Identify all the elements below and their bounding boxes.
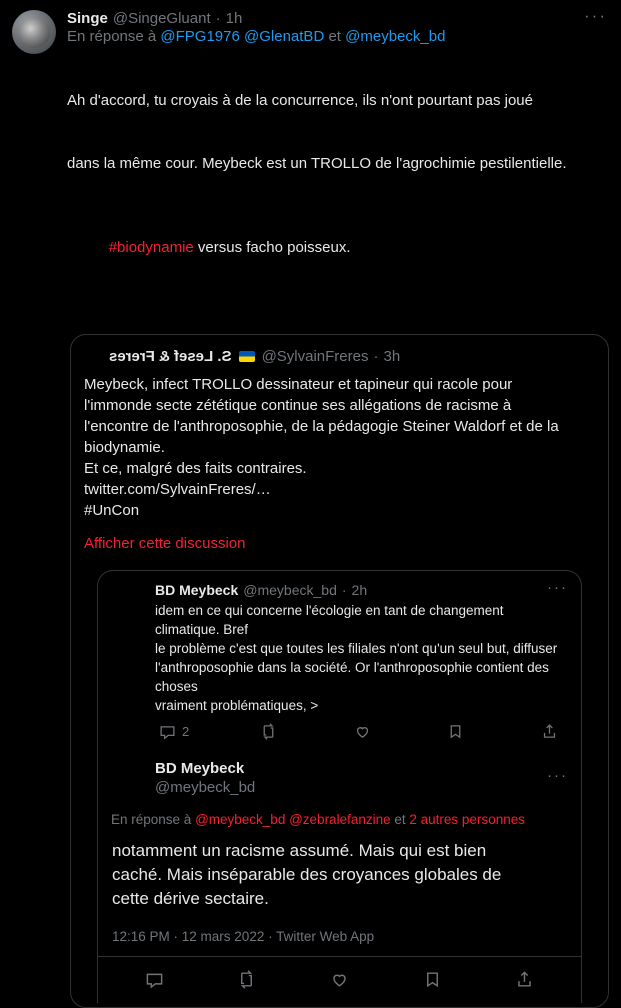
quoted-timestamp: 3h	[383, 347, 401, 365]
tweet-meta-timestamp: 12:16 PM · 12 mars 2022 · Twitter Web App	[112, 929, 375, 944]
mention-glenatbd[interactable]: @GlenatBD	[244, 28, 325, 45]
mention-meybeck-bd[interactable]: @meybeck_bd	[195, 812, 286, 827]
quoted-link[interactable]: twitter.com/SylvainFreres/…	[84, 481, 271, 498]
share-icon	[541, 723, 558, 740]
author-handle[interactable]: @SingeGluant	[112, 10, 211, 27]
avatar[interactable]	[111, 582, 145, 616]
big-line-3: cette dérive sectaire.	[112, 889, 269, 908]
quoted-line-4: biodynamie.	[84, 439, 165, 456]
nested-bottom-tweet	[98, 746, 581, 796]
more-options-button[interactable]: ···	[547, 766, 568, 784]
nested-line-4: vraiment problématiques, >	[155, 698, 319, 713]
tweet-text-line-2: dans la même cour. Meybeck est un TROLLO de l'agrochimie pestilentielle.	[67, 155, 567, 172]
nested-top-tweet	[98, 571, 581, 746]
heart-icon	[354, 723, 371, 740]
nested-bottom-author-name[interactable]: BD Meybeck	[155, 760, 245, 777]
tweet-text	[67, 48, 609, 321]
like-button[interactable]	[354, 723, 377, 740]
nested-bottom-action-bar	[98, 956, 581, 1003]
big-line-2: caché. Mais inséparable des croyances globales de	[112, 865, 502, 884]
quoted-line-5: Et ce, malgré des faits contraires.	[84, 460, 307, 477]
nested-tweet-card[interactable]	[97, 570, 582, 1003]
quoted-tweet-text	[84, 374, 595, 521]
show-thread-link[interactable]: Afficher cette discussion	[84, 535, 246, 552]
tweet-text-tail: versus facho poisseux.	[193, 239, 351, 256]
avatar[interactable]	[84, 346, 104, 366]
tweet-text-line-3	[67, 216, 609, 279]
nested-author-name[interactable]: BD Meybeck	[155, 582, 239, 598]
heart-icon	[330, 970, 349, 989]
reply-button[interactable]	[145, 970, 164, 989]
nested-bottom-author-handle[interactable]: @meybeck_bd	[155, 779, 256, 796]
nested-line-1: idem en ce qui concerne l'écologie en tant de changement climatique. Bref	[155, 603, 504, 637]
separator-dot: ·	[215, 10, 221, 27]
bookmark-icon	[447, 723, 464, 740]
separator-dot: ·	[373, 347, 379, 365]
other-people-link[interactable]: 2 autres personnes	[409, 812, 525, 827]
reply-icon	[145, 970, 164, 989]
retweet-icon	[260, 723, 277, 740]
quoted-hashtag-uncon[interactable]: #UnCon	[84, 502, 140, 519]
hashtag-biodynamie[interactable]: #biodynamie	[108, 239, 194, 256]
share-icon	[515, 970, 534, 989]
nested-line-3: l'anthroposophie dans la société. Or l'anthroposophie contient des choses	[155, 660, 549, 694]
share-button[interactable]	[541, 723, 564, 740]
nested-timestamp: 2h	[351, 582, 368, 598]
reply-prefix-label: En réponse à	[67, 28, 157, 45]
nested-line-2: le problème c'est que toutes les filiales n'ont qu'un seul but, diffuser	[155, 641, 558, 656]
nested-tweet-text	[155, 601, 568, 715]
big-line-1: notamment un racisme assumé. Mais qui est bien	[112, 841, 487, 860]
avatar[interactable]	[12, 10, 56, 54]
mention-meybeck-bd[interactable]: @meybeck_bd	[345, 28, 446, 45]
reply-icon	[159, 723, 176, 740]
reply-context	[67, 28, 609, 45]
bookmark-button[interactable]	[447, 723, 470, 740]
reply-prefix-label: En réponse à	[111, 812, 192, 827]
author-name[interactable]: Singe	[67, 10, 108, 27]
tweet-header	[67, 5, 609, 27]
more-options-button[interactable]: ···	[547, 578, 568, 596]
quoted-line-3: l'encontre de l'anthroposophie, de la pédagogie Steiner Waldorf et de la	[84, 418, 559, 435]
quoted-line-1: Meybeck, infect TROLLO dessinateur et tapineur qui racole pour	[84, 376, 513, 393]
reply-count: 2	[182, 724, 190, 739]
avatar[interactable]	[111, 760, 145, 794]
tweet-text-line-1: Ah d'accord, tu croyais à de la concurrence, ils n'ont pourtant pas joué	[67, 92, 533, 109]
quoted-line-2: l'immonde secte zététique continue ses allégations de racisme à	[84, 397, 512, 414]
ukraine-flag-icon	[239, 351, 255, 362]
mention-fpg1976[interactable]: @FPG1976	[160, 28, 240, 45]
reply-button[interactable]	[159, 723, 189, 740]
bookmark-icon	[423, 970, 442, 989]
retweet-button[interactable]	[237, 970, 256, 989]
separator-dot: ·	[341, 582, 347, 598]
reply-and-label: et	[328, 28, 341, 45]
retweet-icon	[237, 970, 256, 989]
like-button[interactable]	[330, 970, 349, 989]
nested-action-bar	[155, 715, 568, 746]
bookmark-button[interactable]	[423, 970, 442, 989]
timestamp[interactable]: 1h	[225, 10, 243, 27]
quoted-tweet-header	[84, 346, 595, 366]
nested-reply-context	[98, 812, 581, 827]
more-options-button[interactable]: ···	[584, 5, 607, 25]
quoted-author-name[interactable]: S. Lesef & Freres	[109, 347, 232, 365]
mention-zebralefanzine[interactable]: @zebralefanzine	[289, 812, 391, 827]
nested-author-handle[interactable]: @meybeck_bd	[243, 582, 337, 598]
reply-and-label: et	[394, 812, 406, 827]
main-tweet	[0, 0, 621, 321]
retweet-button[interactable]	[260, 723, 283, 740]
share-button[interactable]	[515, 970, 534, 989]
quoted-author-handle[interactable]: @SylvainFreres	[261, 347, 369, 365]
nested-bottom-text	[98, 839, 581, 911]
quoted-tweet-card[interactable]	[70, 334, 609, 1008]
